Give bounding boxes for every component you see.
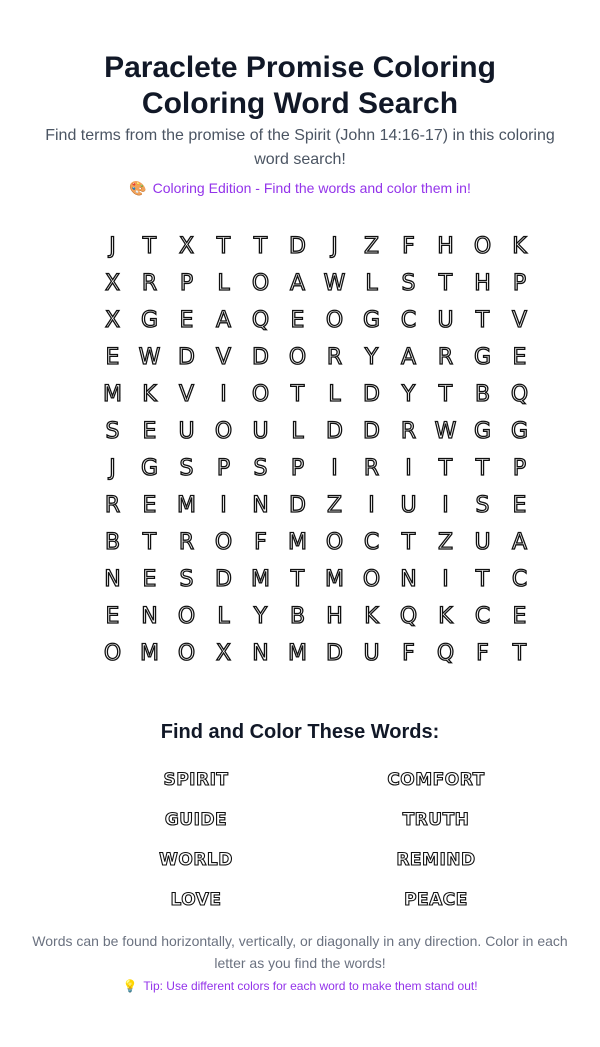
grid-cell[interactable]: T [475,456,490,481]
grid-cell[interactable]: V [511,308,528,333]
grid-cell[interactable]: T [142,530,157,555]
grid-cell[interactable]: N [252,493,269,518]
grid-cell[interactable]: O [362,567,381,592]
grid-cell[interactable]: D [326,419,343,444]
grid-cell[interactable]: D [363,419,380,444]
grid-cell[interactable]: N [141,604,158,629]
grid-cell[interactable]: A [400,345,417,370]
grid-cell[interactable]: B [289,604,306,629]
grid-cell[interactable]: Q [399,604,418,629]
grid-cell[interactable]: E [142,567,157,592]
grid-cell[interactable]: O [177,604,196,629]
grid-cell[interactable]: U [178,419,195,444]
grid-cell[interactable]: Z [363,234,380,259]
grid-cell[interactable]: S [179,567,194,592]
grid-cell[interactable]: L [328,382,341,407]
grid-cell[interactable]: I [442,493,449,518]
grid-cell[interactable]: D [289,493,306,518]
grid-cell[interactable]: M [140,641,159,666]
edition-text: Coloring Edition - Find the words and color them in! [152,180,471,196]
grid-cell[interactable]: X [178,234,195,259]
grid-cell[interactable]: A [289,271,306,296]
grid-cell[interactable]: G [140,308,159,333]
grid-cell[interactable]: E [512,604,527,629]
grid-cell[interactable]: B [474,382,491,407]
grid-cell[interactable]: F [402,641,415,666]
grid-cell[interactable]: G [473,345,492,370]
grid-cell[interactable]: T [438,382,453,407]
grid-cell[interactable]: D [289,234,306,259]
grid-cell[interactable]: F [254,530,267,555]
grid-cell[interactable]: F [476,641,489,666]
grid-cell[interactable]: R [104,493,121,518]
grid-cell[interactable]: K [512,234,527,259]
grid-cell[interactable]: N [252,641,269,666]
grid-cell[interactable]: K [438,604,453,629]
grid-cell[interactable]: S [105,419,120,444]
tip-banner [40,976,560,996]
grid-cell[interactable]: T [401,530,416,555]
grid-cell[interactable]: M [177,493,196,518]
grid-cell[interactable]: I [220,382,227,407]
word-list-item: SPIRIT [163,770,229,790]
grid-cell[interactable]: M [325,567,344,592]
grid-cell[interactable]: O [325,308,344,333]
grid-cell[interactable]: R [400,419,417,444]
grid-cell[interactable]: O [251,271,270,296]
grid-cell[interactable]: V [215,345,232,370]
grid-cell[interactable]: L [365,271,378,296]
grid-cell[interactable]: Y [364,345,379,370]
grid-cell[interactable]: C [363,530,380,555]
grid-cell[interactable]: T [290,382,305,407]
grid-cell[interactable]: L [291,419,304,444]
lightbulb-icon: 💡 [122,979,138,993]
grid-cell[interactable]: S [253,456,268,481]
grid-cell[interactable]: F [402,234,415,259]
grid-cell[interactable]: Y [401,382,416,407]
grid-cell[interactable]: T [142,234,157,259]
grid-cell[interactable]: J [109,234,116,259]
grid-cell[interactable]: E [512,345,527,370]
grid-cell[interactable]: O [214,530,233,555]
grid-cell[interactable]: M [103,382,122,407]
grid-cell[interactable]: S [179,456,194,481]
grid-cell[interactable]: Y [253,604,268,629]
grid-cell[interactable]: I [220,493,227,518]
grid-cell[interactable]: P [512,456,527,481]
word-list-item: WORLD [159,850,233,870]
grid-cell[interactable]: O [214,419,233,444]
grid-cell[interactable]: U [363,641,380,666]
grid-cell[interactable]: U [474,530,491,555]
grid-cell[interactable]: R [363,456,380,481]
grid-cell[interactable]: X [104,271,121,296]
grid-cell[interactable]: Q [510,382,529,407]
instructions-text: Words can be found horizontally, vertically, or diagonally in any direction. Color in each letter as you find the words! [32,933,568,971]
grid-cell[interactable]: T [438,271,453,296]
grid-cell[interactable]: O [103,641,122,666]
grid-cell[interactable]: I [405,456,412,481]
grid-cell[interactable]: R [437,345,454,370]
grid-cell[interactable]: J [331,234,338,259]
grid-cell[interactable]: R [178,530,195,555]
grid-cell[interactable]: O [288,345,307,370]
grid-cell[interactable]: P [179,271,194,296]
grid-cell[interactable]: S [401,271,416,296]
word-list-item: TRUTH [402,810,470,830]
grid-cell[interactable]: A [511,530,528,555]
grid-cell[interactable]: O [251,382,270,407]
grid-cell[interactable]: T [475,308,490,333]
grid-cell[interactable]: P [512,271,527,296]
grid-cell[interactable]: I [442,567,449,592]
word-list-item: REMIND [396,850,476,870]
grid-cell[interactable]: N [104,567,121,592]
grid-cell[interactable]: D [178,345,195,370]
word-list-item: COMFORT [387,770,485,790]
grid-cell[interactable]: U [437,308,454,333]
grid-cell[interactable]: O [325,530,344,555]
grid-cell[interactable]: G [140,456,159,481]
grid-cell[interactable]: K [142,382,157,407]
edition-banner [40,178,560,198]
tip-text: Tip: Use different colors for each word to make them stand out! [143,979,478,993]
grid-cell[interactable]: H [437,234,454,259]
grid-cell[interactable]: M [288,530,307,555]
grid-cell[interactable]: G [362,308,381,333]
grid-cell[interactable]: R [141,271,158,296]
grid-cell[interactable]: T [512,641,527,666]
grid-cell[interactable]: A [215,308,232,333]
grid-cell[interactable]: D [363,382,380,407]
grid-cell[interactable]: X [215,641,232,666]
grid-cell[interactable]: N [400,567,417,592]
grid-cell[interactable]: H [474,271,491,296]
grid-cell[interactable]: G [473,419,492,444]
grid-cell[interactable]: P [216,456,231,481]
grid-cell[interactable]: E [142,419,157,444]
grid-cell[interactable]: M [251,567,270,592]
page-title: Paraclete Promise Coloring Coloring Word Search [104,51,496,120]
grid-cell[interactable]: R [326,345,343,370]
grid-cell[interactable]: K [364,604,379,629]
grid-cell[interactable]: E [105,345,120,370]
grid-cell[interactable]: T [290,567,305,592]
grid-cell[interactable]: E [142,493,157,518]
word-list-title: Find and Color These Words: [160,721,440,743]
word-list-item: PEACE [404,890,468,910]
word-list [96,760,536,920]
grid-cell[interactable]: M [288,641,307,666]
grid-cell[interactable]: T [475,567,490,592]
grid-cell[interactable]: O [473,234,492,259]
grid-cell[interactable]: W [138,345,161,370]
grid-cell[interactable]: W [323,271,346,296]
grid-cell[interactable]: C [474,604,491,629]
grid-cell[interactable]: T [216,234,231,259]
grid-cell[interactable]: S [475,493,490,518]
word-list-item: LOVE [170,890,222,910]
grid-cell[interactable]: E [105,604,120,629]
grid-cell[interactable]: D [215,567,232,592]
grid-cell[interactable]: I [368,493,375,518]
grid-cell[interactable]: V [178,382,195,407]
grid-cell[interactable]: B [104,530,121,555]
grid-cell[interactable]: W [434,419,457,444]
grid-cell[interactable]: Z [326,493,343,518]
grid-cell[interactable]: C [400,308,417,333]
grid-cell[interactable]: Q [251,308,270,333]
grid-cell[interactable]: P [290,456,305,481]
grid-cell[interactable]: H [326,604,343,629]
grid-cell[interactable]: Q [436,641,455,666]
grid-cell[interactable]: E [290,308,305,333]
grid-cell[interactable]: T [253,234,268,259]
grid-cell[interactable]: D [326,641,343,666]
grid-cell[interactable]: C [511,567,528,592]
word-list-item: GUIDE [164,810,228,830]
grid-cell[interactable]: U [400,493,417,518]
grid-cell[interactable]: L [217,271,230,296]
grid-cell[interactable]: D [252,345,269,370]
grid-cell[interactable]: L [217,604,230,629]
grid-cell[interactable]: G [510,419,529,444]
grid-cell[interactable]: T [438,456,453,481]
grid-cell[interactable]: E [179,308,194,333]
grid-cell[interactable]: U [252,419,269,444]
palette-icon: 🎨 [129,180,147,196]
grid-cell[interactable]: O [177,641,196,666]
page-subtitle: Find terms from the promise of the Spirit (John 14:16-17) in this coloring word search! [45,127,555,168]
letter-grid [94,228,538,672]
grid-cell[interactable]: Z [437,530,454,555]
grid-cell[interactable]: E [512,493,527,518]
grid-cell[interactable]: I [331,456,338,481]
grid-cell[interactable]: X [104,308,121,333]
grid-cell[interactable]: J [109,456,116,481]
